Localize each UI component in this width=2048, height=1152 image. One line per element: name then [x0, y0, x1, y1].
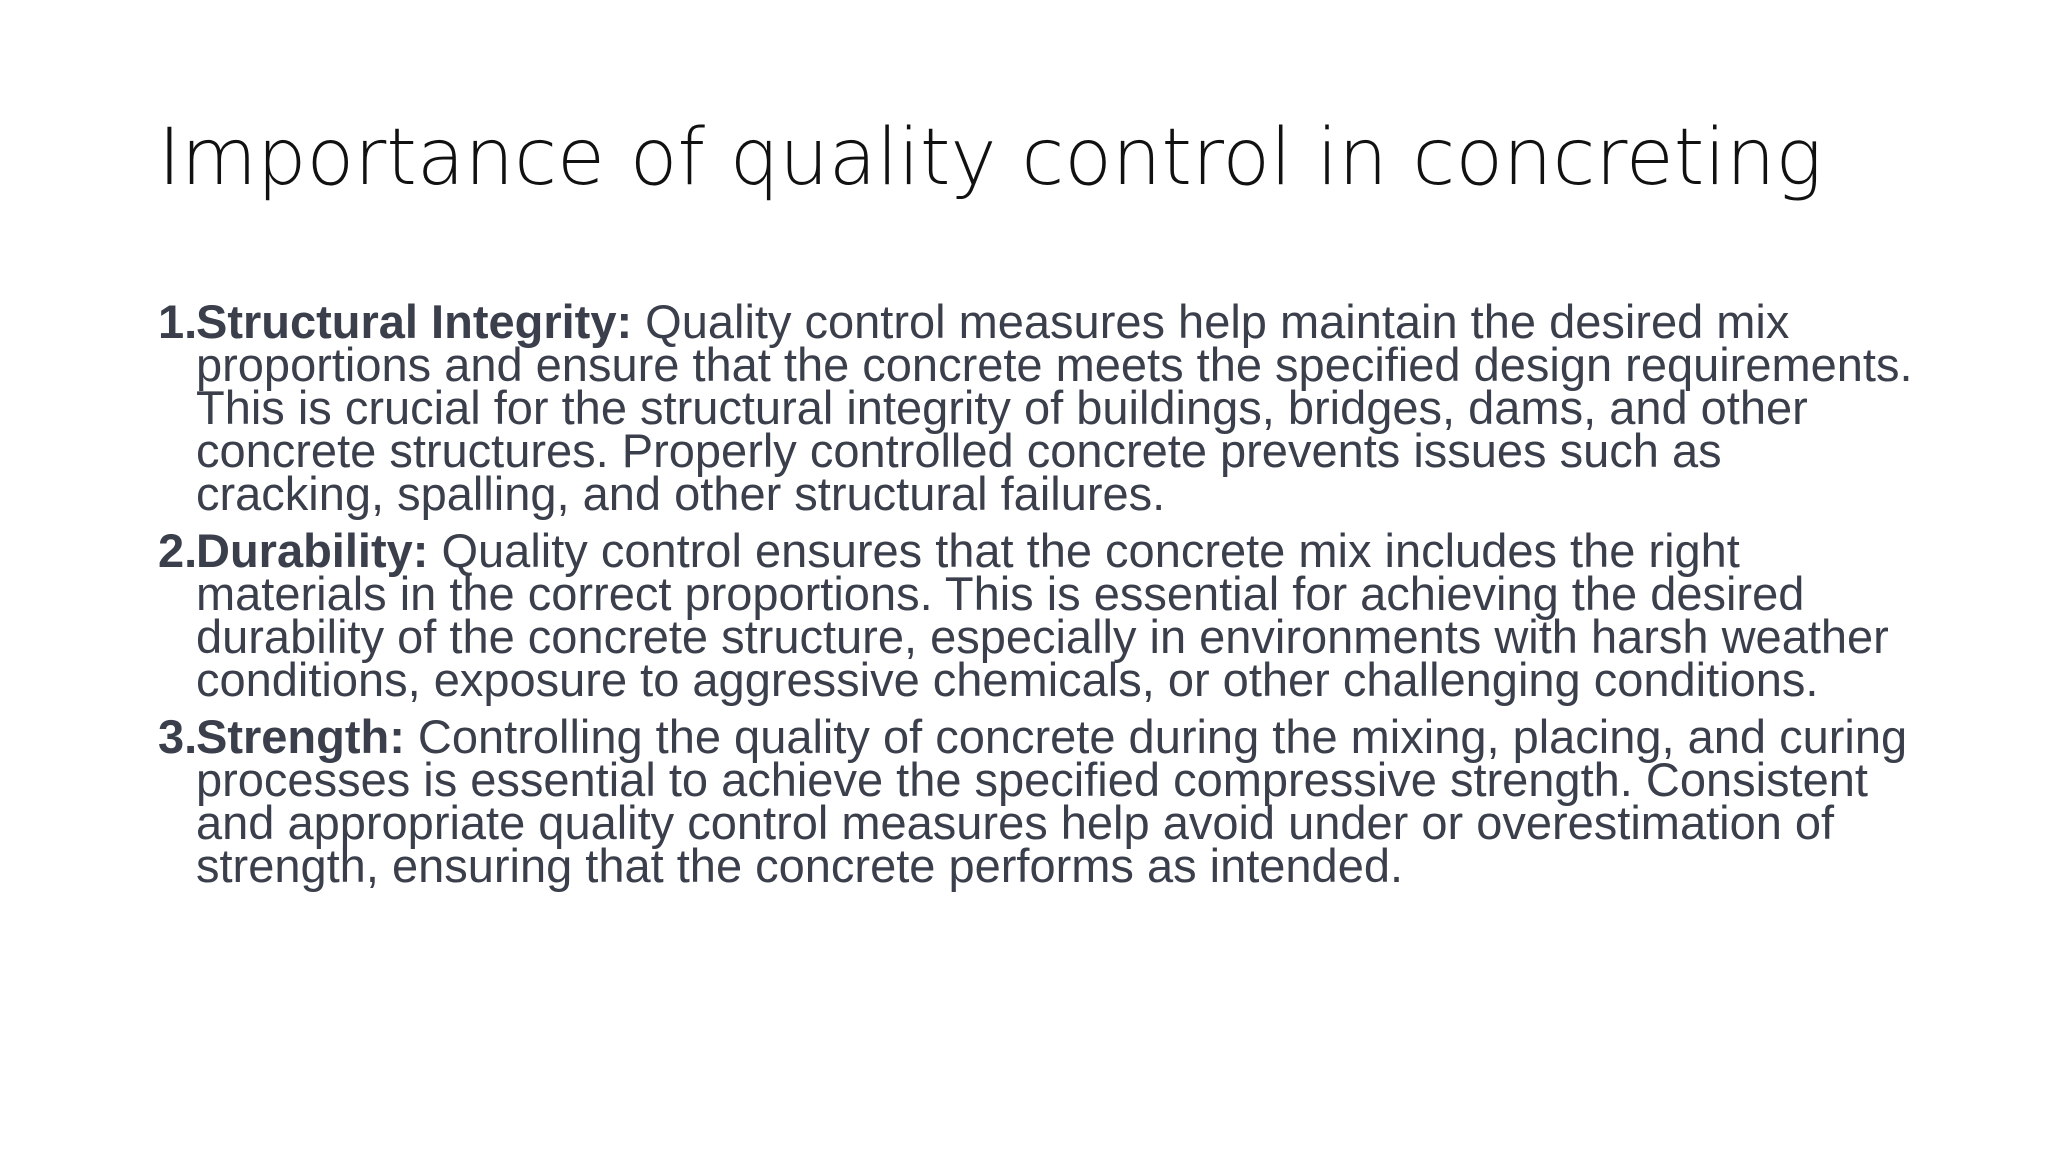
list-item-text: Controlling the quality of concrete during the mixing, placing, and curing processes is essential to achieve the specified compressive strength. Consistent and appropriate quality control measures help avoid under or overestimation of strength, ensuring that the concrete performs as intended.	[196, 710, 1908, 892]
slide-title: Importance of quality control in concreting	[158, 113, 1823, 203]
list-item-number: 1.	[158, 295, 198, 348]
list-item-durability	[158, 524, 1918, 706]
list-item-heading: Durability:	[196, 524, 429, 577]
list-item-heading: Strength:	[196, 710, 405, 763]
list-item-text: Quality control ensures that the concrete mix includes the right materials in the correct proportions. This is essential for achieving the desired durability of the concrete structure, especially in environments with harsh weather conditions, exposure to aggressive chemicals, or other challenging conditions.	[196, 524, 1889, 706]
list-item-heading: Structural Integrity:	[196, 295, 633, 348]
list-item-structural-integrity	[158, 295, 1918, 520]
list-item-text: Quality control measures help maintain the desired mix proportions and ensure that the concrete meets the specified design requirements. This is crucial for the structural integrity of buildings, bridges, dams, and other concrete structures. Properly controlled concrete prevents issues such as cracking, spalling, and other structural failures.	[196, 295, 1913, 520]
list-item-number: 2.	[158, 524, 198, 577]
content-list	[158, 295, 1918, 901]
list-item-strength	[158, 710, 1918, 892]
list-item-number: 3.	[158, 710, 198, 763]
